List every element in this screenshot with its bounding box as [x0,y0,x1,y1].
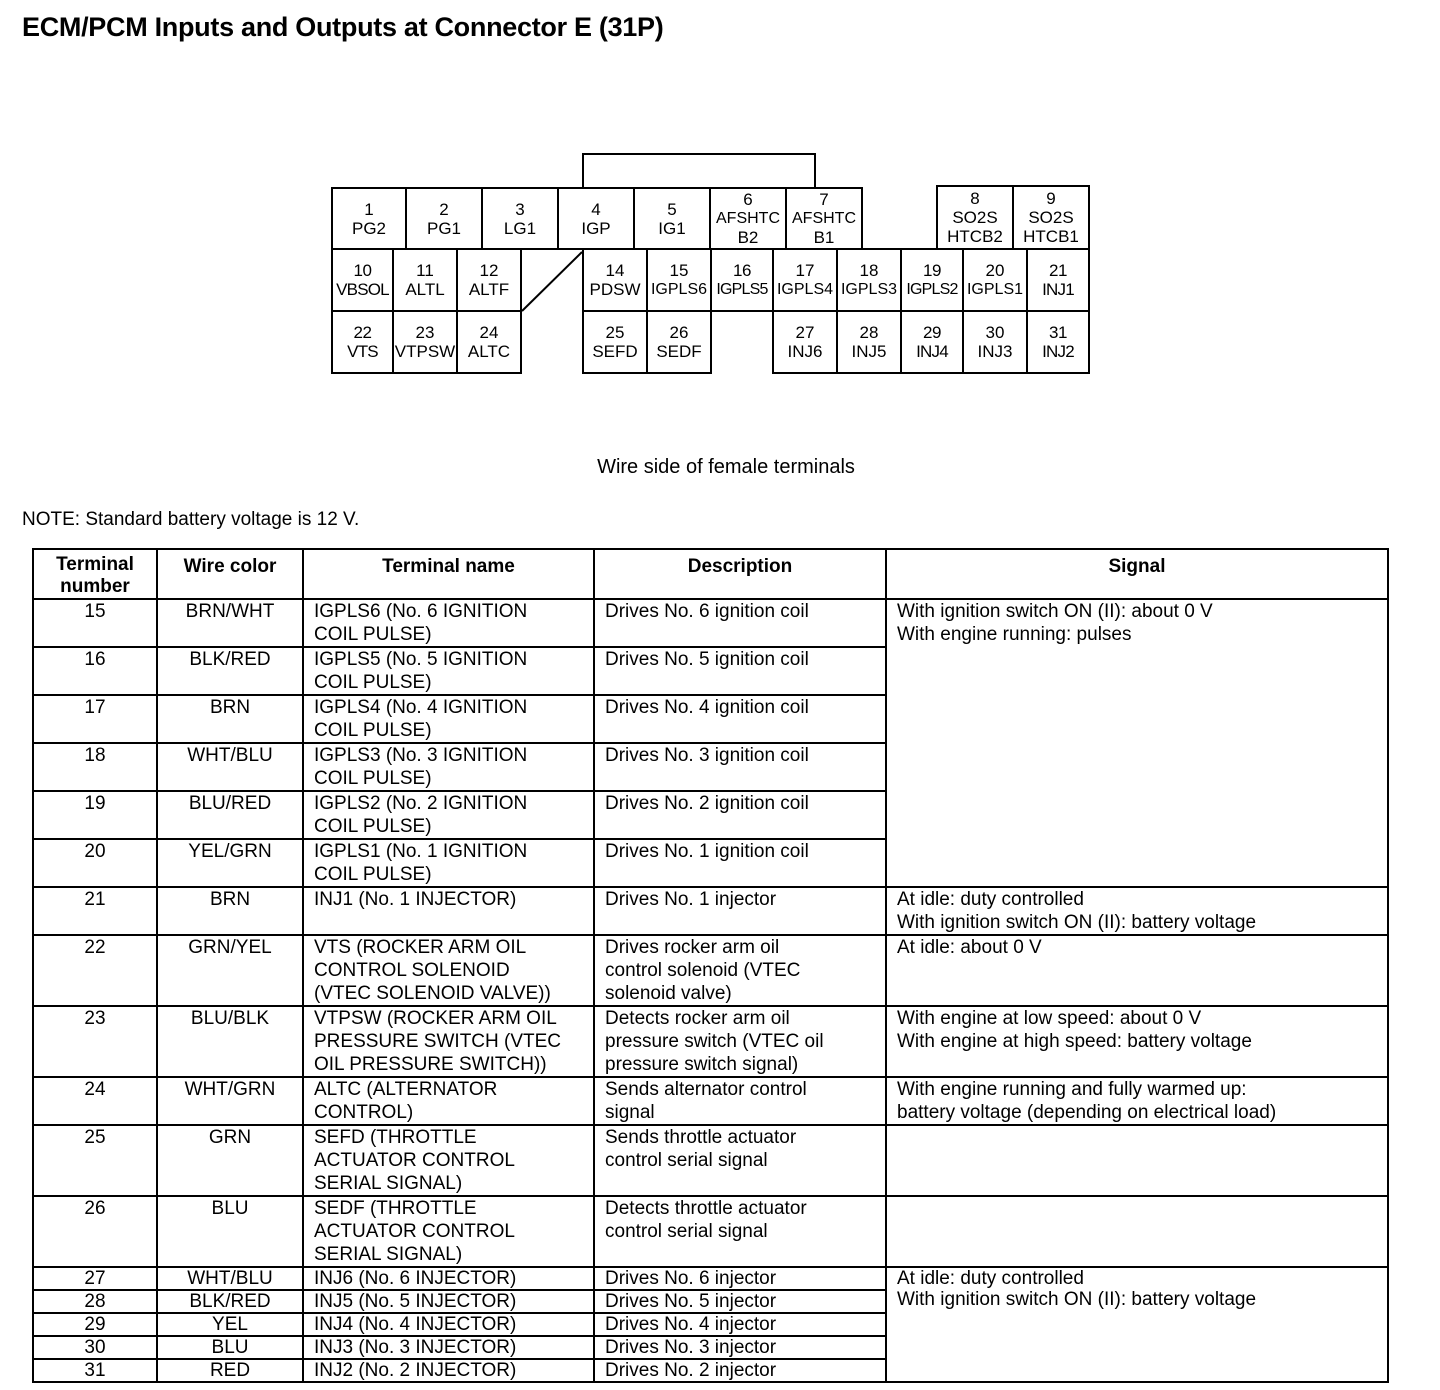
cell-description-line: Drives No. 4 injector [605,1314,777,1335]
cell-wire-color: WHT/BLU [157,743,303,791]
cell-description-line: Drives No. 2 ignition coil [605,793,809,814]
cell-wire-color: YEL/GRN [157,839,303,887]
cell-terminal-name [303,1077,594,1125]
pin-label: INJ3 [977,342,1013,361]
table-row [33,1125,1388,1196]
cell-terminal-name-line: OIL PRESSURE SWITCH)) [314,1054,547,1075]
pin-number: 30 [985,323,1005,342]
pin-label: INJ6 [787,342,823,361]
cell-terminal-name-line: IGPLS5 (No. 5 IGNITION [314,649,528,670]
pin-number: 4 [591,199,601,219]
cell-wire-color: BLU [157,1196,303,1267]
cell-terminal-number: 20 [33,839,157,887]
pin-label: SO2S [952,208,998,227]
cell-description-line: Drives No. 4 ignition coil [605,697,809,718]
cell-terminal-name-line: ACTUATOR CONTROL [314,1221,515,1242]
battery-note: NOTE: Standard battery voltage is 12 V. [22,509,360,530]
pin-label: IGPLS1 [966,281,1024,298]
cell-terminal-number: 31 [33,1359,157,1382]
cell-description [594,1290,886,1313]
header-description: Description [594,549,886,599]
cell-terminal-number: 26 [33,1196,157,1267]
cell-description [594,1125,886,1196]
connector-pin-6 [709,187,787,250]
pin-label: SEFD [592,342,638,361]
cell-terminal-name-line: SERIAL SIGNAL) [314,1244,463,1265]
pin-label: PG2 [351,218,387,238]
pin-label: IGPLS4 [776,281,834,298]
connector-pin-11 [392,248,458,312]
cell-terminal-name-line: INJ3 (No. 3 INJECTOR) [314,1337,517,1358]
connector-pin-28 [836,310,902,374]
pin-label: ALTF [468,280,510,299]
cell-description-line: Drives No. 5 injector [605,1291,777,1312]
connector-pin-25 [582,310,648,374]
cell-signal-line: With engine at low speed: about 0 V [897,1008,1202,1029]
cell-terminal-name [303,935,594,1006]
cell-terminal-number: 23 [33,1006,157,1077]
cell-wire-color: BLK/RED [157,647,303,695]
header-terminal-name: Terminal name [303,549,594,599]
pin-number: 23 [415,323,435,342]
table-row [33,887,1388,935]
cell-terminal-name [303,1290,594,1313]
cell-description-line: Drives No. 5 ignition coil [605,649,809,670]
cell-terminal-name [303,599,594,647]
pin-number: 12 [479,261,499,280]
cell-terminal-number: 15 [33,599,157,647]
cell-signal [886,599,1388,887]
pin-number: 19 [923,261,941,280]
cell-wire-color: RED [157,1359,303,1382]
pin-label: INJ2 [1042,342,1074,361]
cell-terminal-name [303,695,594,743]
cell-description [594,791,886,839]
cell-description-line: Sends throttle actuator [605,1127,797,1148]
cell-terminal-name-line: ALTC (ALTERNATOR [314,1079,498,1100]
cell-signal-line: At idle: duty controlled [897,889,1084,910]
pin-label: INJ5 [851,342,887,361]
cell-terminal-number: 24 [33,1077,157,1125]
connector-pin-3 [481,187,559,250]
pin-label-2: HTCB2 [947,227,1003,246]
pin-number: 31 [1049,323,1067,342]
cell-description [594,1196,886,1267]
cell-terminal-name-line: COIL PULSE) [314,720,432,741]
cell-terminal-name [303,791,594,839]
connector-pin-19 [900,248,964,312]
pin-label: INJ1 [1042,280,1074,299]
cell-description [594,1313,886,1336]
pin-number: 28 [859,323,879,342]
connector-pin-12 [456,248,522,312]
cell-terminal-name-line: (VTEC SOLENOID VALVE)) [314,983,551,1004]
pin-label: INJ4 [916,342,948,361]
connector-pin-21 [1026,248,1090,312]
pin-label: IGPLS2 [906,281,958,298]
pin-label: ALTC [467,342,511,361]
pin-number: 14 [605,261,625,280]
cell-terminal-name-line: CONTROL) [314,1102,414,1123]
cell-signal [886,935,1388,1006]
pin-number: 16 [733,261,751,280]
pin-number: 15 [669,261,689,280]
cell-description [594,887,886,935]
cell-terminal-name-line: ACTUATOR CONTROL [314,1150,515,1171]
pin-label: PG1 [426,218,462,238]
cell-terminal-name [303,1313,594,1336]
pin-number: 20 [985,261,1005,280]
cell-signal [886,1196,1388,1267]
cell-signal-line: At idle: duty controlled [897,1268,1084,1289]
cell-terminal-number: 30 [33,1336,157,1359]
table-header-row [33,549,1388,599]
connector-pin-16 [710,248,774,312]
connector-pin-7 [785,187,863,250]
connector-pin-18 [836,248,902,312]
cell-signal [886,1077,1388,1125]
pin-number: 29 [923,323,941,342]
cell-description [594,743,886,791]
cell-terminal-name [303,1196,594,1267]
cell-wire-color: BLU/BLK [157,1006,303,1077]
cell-description [594,935,886,1006]
cell-description-line: Detects rocker arm oil [605,1008,790,1029]
cell-terminal-name-line: INJ6 (No. 6 INJECTOR) [314,1268,517,1289]
pin-label-2: HTCB1 [1023,227,1079,246]
table-row [33,1006,1388,1077]
cell-terminal-name-line: COIL PULSE) [314,768,432,789]
cell-description [594,1359,886,1382]
cell-signal [886,1125,1388,1196]
cell-description-line: Drives No. 3 ignition coil [605,745,809,766]
connector-pin-30 [962,310,1028,374]
connector-pin-27 [772,310,838,374]
cell-wire-color: BLU [157,1336,303,1359]
connector-pin-24 [456,310,522,374]
cell-description-line: Sends alternator control [605,1079,807,1100]
cell-signal-line: With engine running and fully warmed up: [897,1079,1247,1100]
cell-description-line: Drives No. 6 injector [605,1268,777,1289]
cell-terminal-name-line: IGPLS1 (No. 1 IGNITION [314,841,528,862]
table-row [33,935,1388,1006]
connector-pin-8 [936,185,1014,250]
cell-terminal-name-line: SEFD (THROTTLE [314,1127,477,1148]
header-terminal-number [33,549,157,599]
cell-terminal-name-line: IGPLS3 (No. 3 IGNITION [314,745,528,766]
pin-number: 17 [795,261,815,280]
pin-label: IGPLS6 [650,281,708,298]
cell-description [594,839,886,887]
cell-terminal-name [303,647,594,695]
connector-pin-22 [331,310,394,374]
pin-number: 24 [479,323,499,342]
cell-terminal-number: 28 [33,1290,157,1313]
pin-label: ALTL [405,280,445,299]
cell-signal [886,887,1388,935]
cell-terminal-name [303,887,594,935]
pin-number: 3 [515,199,525,219]
connector-pin-5 [633,187,711,250]
pin-number: 22 [353,323,372,342]
cell-terminal-name-line: PRESSURE SWITCH (VTEC [314,1031,562,1052]
pin-number: 2 [439,199,449,219]
cell-description-line: solenoid valve) [605,983,732,1004]
table-row [33,599,1388,647]
connector-pin-17 [772,248,838,312]
cell-terminal-name-line: INJ1 (No. 1 INJECTOR) [314,889,517,910]
connector-pin-10 [331,248,394,312]
cell-signal-line: With ignition switch ON (II): about 0 V [897,601,1213,622]
connector-pin-20 [962,248,1028,312]
cell-description [594,1336,886,1359]
cell-terminal-number: 19 [33,791,157,839]
header-wire-color: Wire color [157,549,303,599]
cell-description-line: Drives No. 3 injector [605,1337,777,1358]
cell-terminal-name-line: COIL PULSE) [314,816,432,837]
cell-terminal-number: 21 [33,887,157,935]
connector-pin-23 [392,310,458,374]
pin-label: IGPLS5 [716,281,768,298]
cell-terminal-number: 29 [33,1313,157,1336]
table-row [33,1267,1388,1290]
connector-pin-29 [900,310,964,374]
header-signal: Signal [886,549,1388,599]
connector-pin-14 [582,248,648,312]
cell-terminal-name-line: SEDF (THROTTLE [314,1198,477,1219]
cell-description-line: pressure switch signal) [605,1054,799,1075]
cell-description-line: control serial signal [605,1221,768,1242]
cell-description [594,599,886,647]
cell-description [594,1267,886,1290]
cell-wire-color: BRN [157,887,303,935]
pin-label: AFSHTC [792,210,856,227]
cell-description-line: pressure switch (VTEC oil [605,1031,824,1052]
cell-description-line: control solenoid (VTEC [605,960,801,981]
cell-wire-color: BRN/WHT [157,599,303,647]
cell-terminal-name [303,839,594,887]
cell-wire-color: BLK/RED [157,1290,303,1313]
cell-description [594,695,886,743]
cell-wire-color: WHT/GRN [157,1077,303,1125]
pin-label: VTS [347,342,378,361]
cell-wire-color: BRN [157,695,303,743]
pin-number: 11 [416,261,434,280]
connector-pin-15 [646,248,712,312]
cell-description-line: Drives rocker arm oil [605,937,780,958]
pin-number: 1 [364,199,374,219]
cell-terminal-name-line: IGPLS4 (No. 4 IGNITION [314,697,528,718]
cell-description [594,1006,886,1077]
pin-number: 10 [353,261,372,280]
cell-signal [886,1006,1388,1077]
pin-label-2: B1 [813,228,835,247]
pin-label: PDSW [589,280,641,299]
cell-description-line: signal [605,1102,655,1123]
cell-signal-line: With engine running: pulses [897,624,1132,645]
pin-number: 27 [795,323,815,342]
cell-terminal-name-line: COIL PULSE) [314,624,432,645]
cell-terminal-name [303,1267,594,1290]
cell-terminal-name-line: INJ4 (No. 4 INJECTOR) [314,1314,517,1335]
cell-terminal-name [303,743,594,791]
cell-signal-line: With engine at high speed: battery voltage [897,1031,1252,1052]
cell-description-line: Drives No. 2 injector [605,1360,777,1381]
cell-description-line: Drives No. 1 ignition coil [605,841,809,862]
pin-label: LG1 [503,218,537,238]
cell-signal-line: battery voltage (depending on electrical load) [897,1102,1277,1123]
cell-terminal-number: 18 [33,743,157,791]
pin-label: IG1 [658,218,686,238]
header-terminal-line1: Terminal [56,554,134,575]
cell-terminal-name-line: IGPLS2 (No. 2 IGNITION [314,793,528,814]
cell-signal [886,1267,1388,1382]
cell-wire-color: GRN [157,1125,303,1196]
pin-label: SEDF [656,342,702,361]
cell-signal-line: With ignition switch ON (II): battery voltage [897,912,1257,933]
cell-wire-color: GRN/YEL [157,935,303,1006]
cell-wire-color: BLU/RED [157,791,303,839]
pin-number: 9 [1046,189,1056,208]
cell-terminal-name-line: VTPSW (ROCKER ARM OIL [314,1008,557,1029]
pin-label: SO2S [1028,208,1074,227]
cell-terminal-name-line: CONTROL SOLENOID [314,960,510,981]
connector-pin-4 [557,187,635,250]
page-title: ECM/PCM Inputs and Outputs at Connector E (31P) [22,12,664,42]
cell-description [594,1077,886,1125]
pin-number: 26 [669,323,689,342]
cell-signal-line: At idle: about 0 V [897,937,1042,958]
pin-label: IGPLS3 [840,281,898,298]
connector-caption: Wire side of female terminals [597,456,855,478]
connector-pin-31 [1026,310,1090,374]
cell-description [594,647,886,695]
cell-terminal-number: 25 [33,1125,157,1196]
pin-number: 25 [605,323,625,342]
pin-label-2: B2 [737,228,759,247]
pin-number: 6 [743,190,753,209]
cell-description-line: Drives No. 6 ignition coil [605,601,809,622]
cell-terminal-name-line: INJ2 (No. 2 INJECTOR) [314,1360,517,1381]
cell-terminal-name-line: SERIAL SIGNAL) [314,1173,463,1194]
table-row [33,1077,1388,1125]
pin-number: 8 [970,189,980,208]
pin-label: VTPSW [394,342,456,361]
pin-number: 18 [859,261,879,280]
cell-terminal-number: 22 [33,935,157,1006]
cell-terminal-number: 17 [33,695,157,743]
cell-wire-color: YEL [157,1313,303,1336]
cell-terminal-name-line: INJ5 (No. 5 INJECTOR) [314,1291,517,1312]
pin-number: 5 [667,199,677,219]
cell-wire-color: WHT/BLU [157,1267,303,1290]
cell-terminal-name [303,1125,594,1196]
header-terminal-line2: number [60,576,130,597]
cell-terminal-name-line: COIL PULSE) [314,672,432,693]
terminal-table [32,548,1389,1383]
cell-terminal-name-line: COIL PULSE) [314,864,432,885]
cell-terminal-number: 27 [33,1267,157,1290]
pin-label: VBSOL [336,280,389,299]
cell-terminal-name-line: IGPLS6 (No. 6 IGNITION [314,601,528,622]
cell-signal-line: With ignition switch ON (II): battery voltage [897,1289,1257,1310]
connector-pin-1 [331,187,407,250]
cell-description-line: Detects throttle actuator [605,1198,807,1219]
cell-terminal-number: 16 [33,647,157,695]
cell-terminal-name [303,1006,594,1077]
cell-terminal-name [303,1336,594,1359]
cell-terminal-name-line: VTS (ROCKER ARM OIL [314,937,527,958]
cell-terminal-name [303,1359,594,1382]
pin-label: IGP [581,218,611,238]
cell-description-line: control serial signal [605,1150,768,1171]
pin-label: AFSHTC [716,210,780,227]
connector-pin-9 [1012,185,1090,250]
connector-pin-2 [405,187,483,250]
pin-number: 21 [1049,261,1067,280]
connector-pin-26 [646,310,712,374]
cell-description-line: Drives No. 1 injector [605,889,777,910]
pin-number: 7 [819,190,829,209]
table-row [33,1196,1388,1267]
